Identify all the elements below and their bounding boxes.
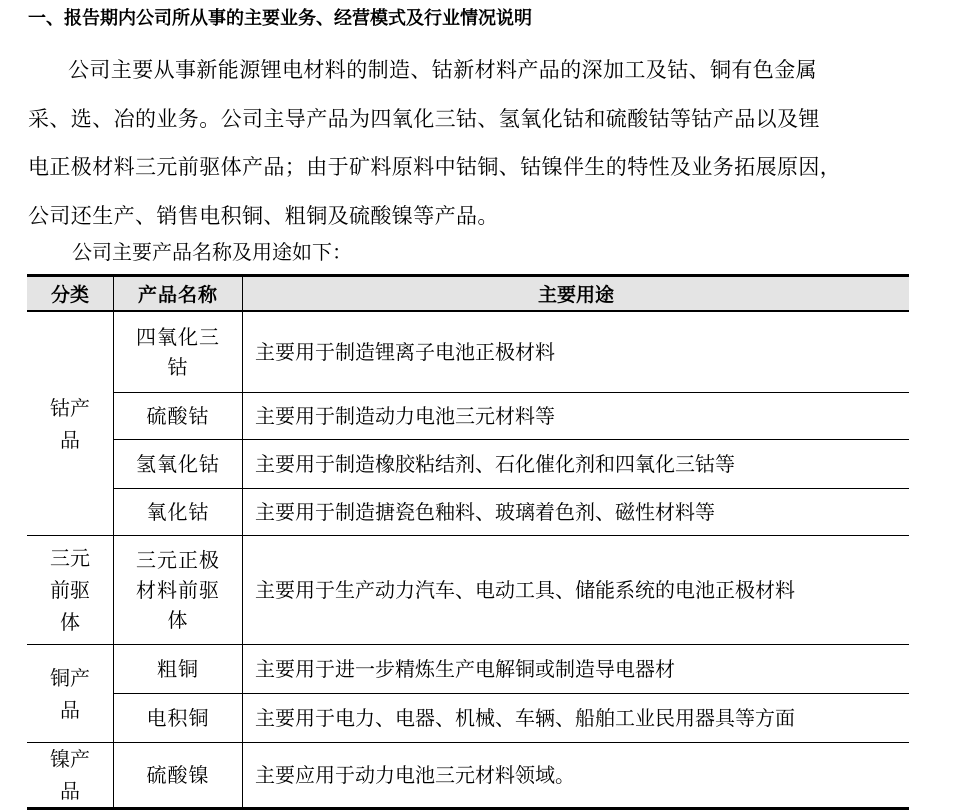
business-description bbox=[28, 46, 918, 240]
product-name: 四氧化三钴 bbox=[136, 325, 220, 379]
table-row bbox=[27, 440, 909, 489]
category-cell bbox=[27, 743, 114, 809]
product-use-cell: 主要用于制造锂离子电池正极材料 bbox=[243, 311, 910, 393]
product-name-cell bbox=[114, 440, 243, 489]
paragraph-line: 公司主要从事新能源锂电材料的制造、钴新材料产品的深加工及钴、铜有色金属 bbox=[68, 58, 817, 82]
table-row bbox=[27, 311, 909, 393]
table-row bbox=[27, 743, 909, 809]
paragraph-line: 电正极材料三元前驱体产品；由于矿料原料中钴铜、钴镍伴生的特性及业务拓展原因， bbox=[28, 155, 842, 179]
category-label: 三元前驱体 bbox=[50, 546, 90, 634]
product-name: 粗铜 bbox=[157, 657, 199, 681]
product-name-cell bbox=[114, 694, 243, 743]
product-name-cell bbox=[114, 489, 243, 536]
product-use-cell: 主要用于进一步精炼生产电解铜或制造导电器材 bbox=[243, 645, 910, 694]
product-name: 电积铜 bbox=[146, 706, 210, 730]
product-name-cell bbox=[114, 393, 243, 440]
header-main-use: 主要用途 bbox=[243, 276, 910, 312]
product-name-cell bbox=[114, 645, 243, 694]
product-name-cell bbox=[114, 311, 243, 393]
table-row bbox=[27, 393, 909, 440]
category-cell bbox=[27, 645, 114, 743]
table-header-row bbox=[27, 276, 909, 312]
section-heading: 一、报告期内公司所从事的主要业务、经营模式及行业情况说明 bbox=[28, 8, 532, 29]
paragraph-line: 采、选、冶的业务。公司主导产品为四氧化三钴、氢氧化钴和硫酸钴等钴产品以及锂 bbox=[28, 106, 820, 131]
product-use-cell: 主要用于生产动力汽车、电动工具、储能系统的电池正极材料 bbox=[243, 536, 910, 645]
table-row bbox=[27, 694, 909, 743]
product-name: 三元正极材料前驱体 bbox=[136, 548, 220, 632]
products-table bbox=[27, 274, 909, 810]
product-name: 氢氧化钴 bbox=[136, 452, 220, 476]
paragraph-line: 公司还生产、销售电积铜、粗铜及硫酸镍等产品。 bbox=[28, 203, 499, 228]
category-label: 镍产品 bbox=[50, 747, 90, 803]
product-use-cell: 主要用于制造动力电池三元材料等 bbox=[243, 393, 910, 440]
table-row bbox=[27, 536, 909, 645]
product-name-cell bbox=[114, 743, 243, 809]
category-cell bbox=[27, 311, 114, 536]
header-category: 分类 bbox=[27, 276, 114, 312]
header-product-name: 产品名称 bbox=[114, 276, 243, 312]
table-intro: 公司主要产品名称及用途如下： bbox=[72, 240, 352, 264]
table-row bbox=[27, 489, 909, 536]
product-name: 硫酸钴 bbox=[146, 404, 210, 428]
table-row bbox=[27, 645, 909, 694]
category-label: 钴产品 bbox=[50, 395, 90, 452]
product-use-cell: 主要应用于动力电池三元材料领域。 bbox=[243, 743, 910, 809]
category-label: 铜产品 bbox=[50, 665, 90, 722]
product-use-cell: 主要用于制造橡胶粘结剂、石化催化剂和四氧化三钴等 bbox=[243, 440, 910, 489]
product-name: 硫酸镍 bbox=[146, 763, 210, 787]
product-name-cell bbox=[114, 536, 243, 645]
product-name: 氧化钴 bbox=[146, 500, 210, 524]
category-cell bbox=[27, 536, 114, 645]
product-use-cell: 主要用于电力、电器、机械、车辆、船舶工业民用器具等方面 bbox=[243, 694, 910, 743]
product-use-cell: 主要用于制造搪瓷色釉料、玻璃着色剂、磁性材料等 bbox=[243, 489, 910, 536]
